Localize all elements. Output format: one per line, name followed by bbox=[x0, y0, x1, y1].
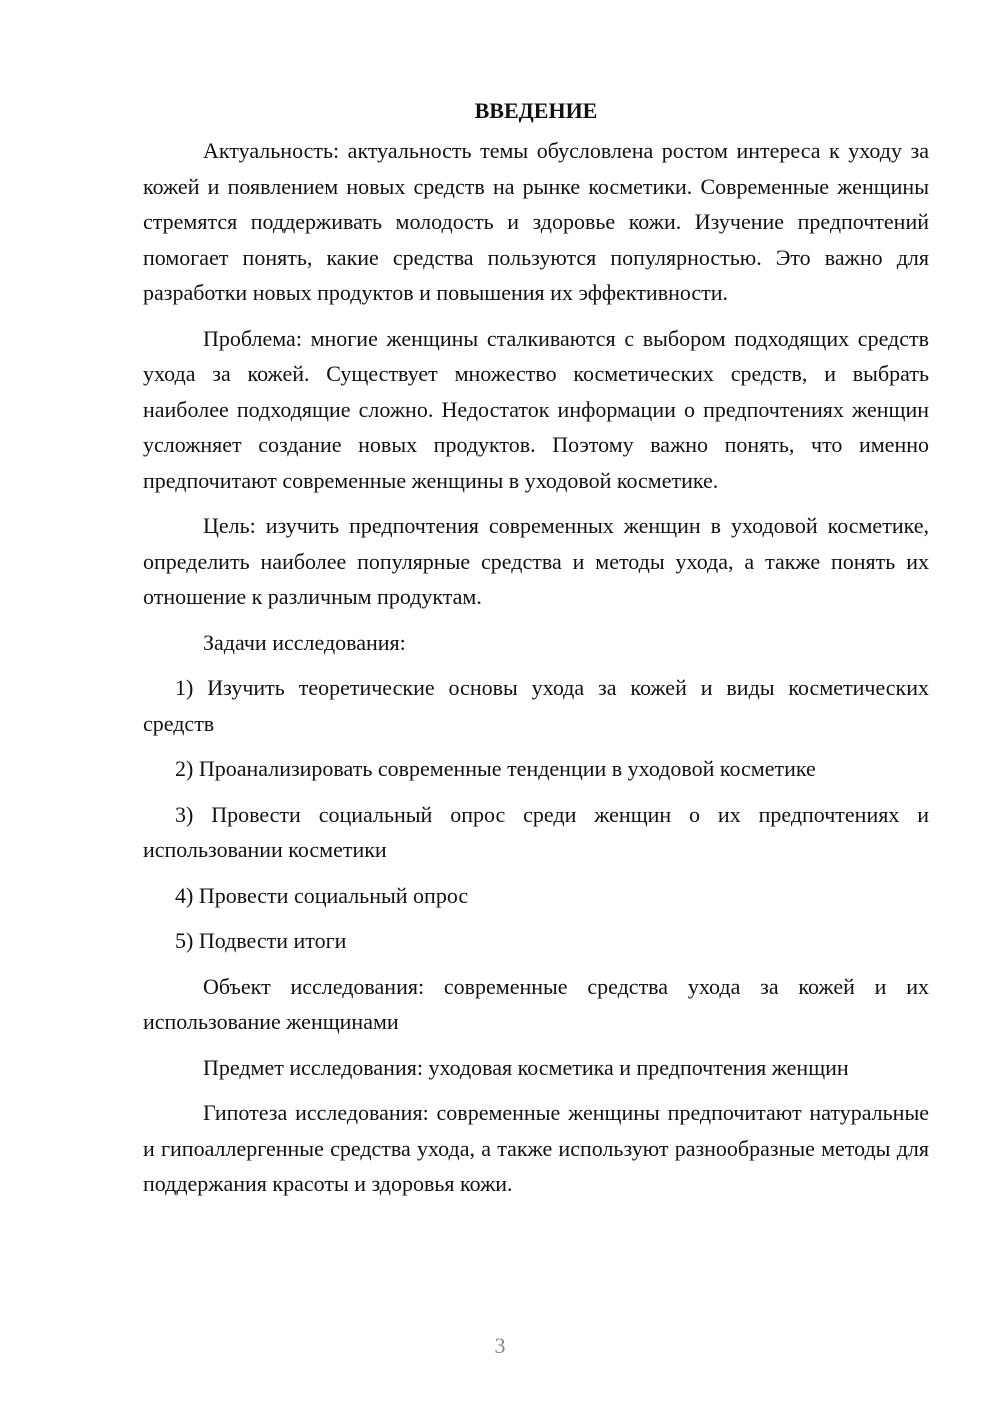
task-item-2: 2) Проанализировать современные тенденции в уходовой косметике bbox=[175, 756, 816, 781]
page-content bbox=[143, 93, 929, 1212]
goal-paragraph: Цель: изучить предпочтения современных женщин в уходовой косметике, определить наиболее популярные средства и методы ухода, а также понять их отношение к различным продуктам. bbox=[143, 513, 929, 609]
object-paragraph: Объект исследования: современные средства ухода за кожей и их использование женщинами bbox=[143, 973, 929, 1034]
task-item-5: 5) Подвести итоги bbox=[175, 928, 347, 953]
hypothesis-paragraph: Гипотеза исследования: современные женщины предпочитают натуральные и гипоаллергенные средства ухода, а также используют разнообразные методы для поддержания красоты и здоровья кожи. bbox=[143, 1100, 929, 1196]
section-title: ВВЕДЕНИЕ bbox=[474, 98, 598, 123]
task-item-3: 3) Провести социальный опрос среди женщин о их предпочтениях и использовании косметики bbox=[143, 801, 929, 862]
subject-paragraph: Предмет исследования: уходовая косметика и предпочтения женщин bbox=[203, 1054, 849, 1080]
tasks-heading: Задачи исследования: bbox=[203, 629, 406, 655]
task-item-1: 1) Изучить теоретические основы ухода за кожей и виды косметических средств bbox=[143, 675, 929, 736]
problem-paragraph: Проблема: многие женщины сталкиваются с выбором подходящих средств ухода за кожей. Существует множество косметических средств, и выбрать наиболее подходящие сложно. Недостаток информации о предпочтениях женщин усложняет создание новых продуктов. Поэтому важно понять, что именно предпочитают современные женщины в уходовой косметике. bbox=[143, 325, 929, 493]
task-item-4: 4) Провести социальный опрос bbox=[175, 882, 469, 908]
relevance-paragraph: Актуальность: актуальность темы обусловлена ростом интереса к уходу за кожей и появлением новых средств на рынке косметики. Современные женщины стремятся поддерживать молодость и здоровье кожи. Изучение предпочтений помогает понять, какие средства пользуются популярностью. Это важно для разработки новых продуктов и повышения их эффективности. bbox=[143, 138, 929, 305]
page-number: 3 bbox=[494, 1333, 506, 1358]
